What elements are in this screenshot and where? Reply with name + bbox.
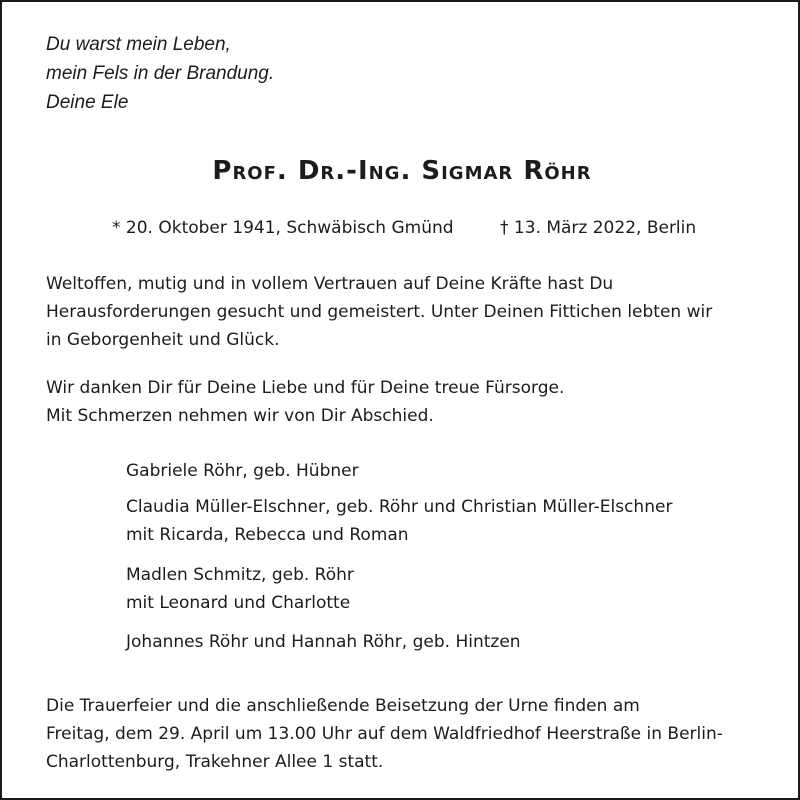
mourner-children: mit Ricarda, Rebecca und Roman: [126, 525, 409, 545]
mourner-children: mit Leonard und Charlotte: [126, 593, 351, 613]
motto-line: mein Fels in der Brandung.: [46, 63, 275, 84]
text-line: Charlottenburg, Trakehner Allee 1 statt.: [46, 752, 384, 772]
text-line: Wir danken Dir für Deine Liebe und für Deine treue Fürsorge.: [46, 378, 565, 398]
tribute-paragraph: [46, 270, 712, 354]
birth-date: * 20. Oktober 1941, Schwäbisch Gmünd: [112, 218, 454, 238]
text-line: in Geborgenheit und Glück.: [46, 330, 280, 350]
mourner-name: Claudia Müller-Elschner, geb. Röhr und Christian Müller-Elschner: [126, 497, 673, 517]
mourner-entry: [126, 628, 521, 656]
mourner-entry: [126, 457, 359, 485]
deceased-name: Prof. Dr.-Ing. Sigmar Röhr: [212, 156, 592, 186]
text-line: Die Trauerfeier und die anschließende Beisetzung der Urne finden am: [46, 696, 640, 716]
mourner-name: Gabriele Röhr, geb. Hübner: [126, 461, 359, 481]
text-line: Freitag, dem 29. April um 13.00 Uhr auf dem Waldfriedhof Heerstraße in Berlin-: [46, 724, 723, 744]
thanks-paragraph: [46, 374, 564, 430]
mourner-name: Madlen Schmitz, geb. Röhr: [126, 565, 354, 585]
motto: [46, 30, 274, 117]
funeral-details: [46, 692, 723, 776]
text-line: Weltoffen, mutig und in vollem Vertrauen auf Deine Kräfte hast Du: [46, 274, 614, 294]
mourner-entry: [126, 493, 672, 549]
motto-signature: Deine Ele: [46, 92, 129, 113]
death-date: † 13. März 2022, Berlin: [500, 218, 697, 238]
text-line: Herausforderungen gesucht und gemeistert. Unter Deinen Fittichen lebten wir: [46, 302, 713, 322]
mourner-entry: [126, 561, 354, 617]
motto-line: Du warst mein Leben,: [46, 34, 231, 55]
mourner-name: Johannes Röhr und Hannah Röhr, geb. Hintzen: [126, 632, 521, 652]
text-line: Mit Schmerzen nehmen wir von Dir Abschied.: [46, 406, 434, 426]
